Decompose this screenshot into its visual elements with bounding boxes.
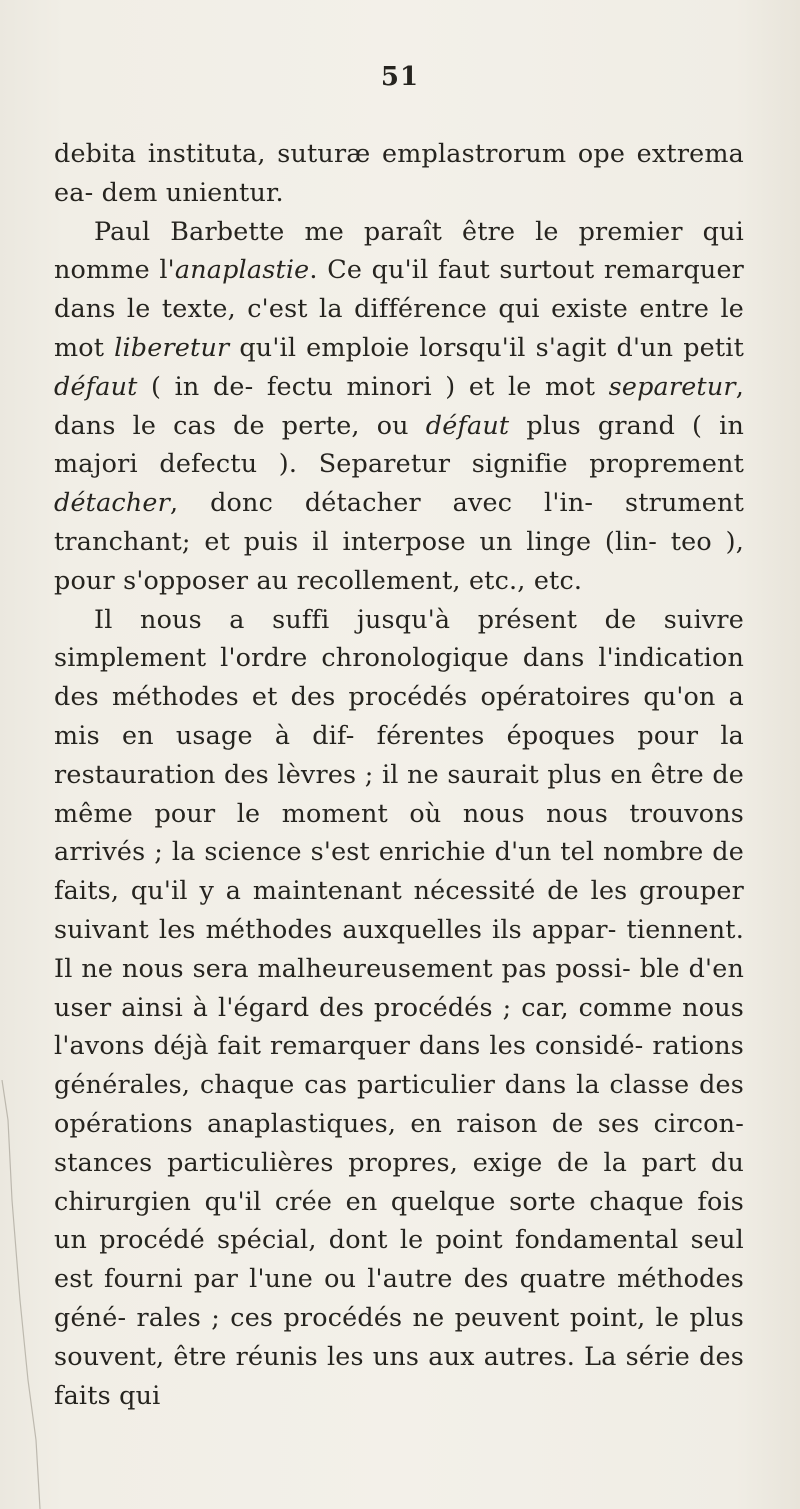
italic-term: liberetur: [114, 331, 230, 362]
text-segment: plus grand ( in majori defectu ). Separetur signifie proprement: [54, 409, 744, 479]
text-segment: , dans le cas de perte, ou: [54, 370, 744, 440]
italic-term: détacher: [54, 487, 170, 518]
text-segment: Paul Barbette me paraît être le premier qui nomme l': [54, 215, 744, 285]
body-text: [54, 134, 744, 1414]
text-segment: , donc détacher avec l'in- strument tranchant; et puis il interpose un linge (lin- teo ), pour s'opposer au recollement, etc., etc.: [54, 487, 744, 595]
text-segment: ( in de- fectu minori ) et le mot: [137, 370, 609, 401]
page-fold-line: [0, 1080, 140, 1509]
italic-term: anaplastie: [174, 254, 310, 285]
text-segment: debita instituta, suturæ emplastrorum ope extrema ea- dem unientur.: [54, 138, 744, 207]
text-segment: . Ce qu'il faut surtout remarquer dans le texte, c'est la différence qui existe entre le mot: [54, 254, 745, 362]
paragraph-1: [54, 134, 744, 212]
paragraph-3: [54, 600, 744, 1415]
page-number: 51: [380, 62, 420, 92]
paragraph-2: [54, 212, 744, 600]
text-segment: qu'il emploie lorsqu'il s'agit d'un petit: [229, 331, 745, 362]
italic-term: separetur: [608, 370, 736, 401]
italic-term: défaut: [54, 370, 138, 401]
text-segment: Il nous a suffi jusqu'à présent de suivre simplement l'ordre chronologique dans l'indication des méthodes et des procédés opératoires qu'on a mis en usage à dif- férentes époques pour la restauration des lèvres ; il ne saurait plus en être de même pour le moment où nous nous trouvons arrivés ; la science s'est enrichie d'un tel nombre de faits, qu'il y a maintenant nécessité de les grouper suivant les méthodes auxquelles ils appar- tiennent. Il ne nous sera malheureusement pas possi- ble d'en user ainsi à l'égard des procédés ; car, comme nous l'avons déjà fait remarquer dans les considé- rations générales, chaque cas particulier dans la classe des opérations anaplastiques, en raison de ses circon- stances particulières propres, exige de la part du chirurgien qu'il crée en quelque sorte chaque fois un procédé spécial, dont le point fondamental seul est fourni par l'une ou l'autre des quatre méthodes géné- rales ; ces procédés ne peuvent point, le plus souvent, être réunis les uns aux autres. La série des faits qui: [54, 603, 744, 1410]
italic-term: défaut: [425, 409, 510, 440]
